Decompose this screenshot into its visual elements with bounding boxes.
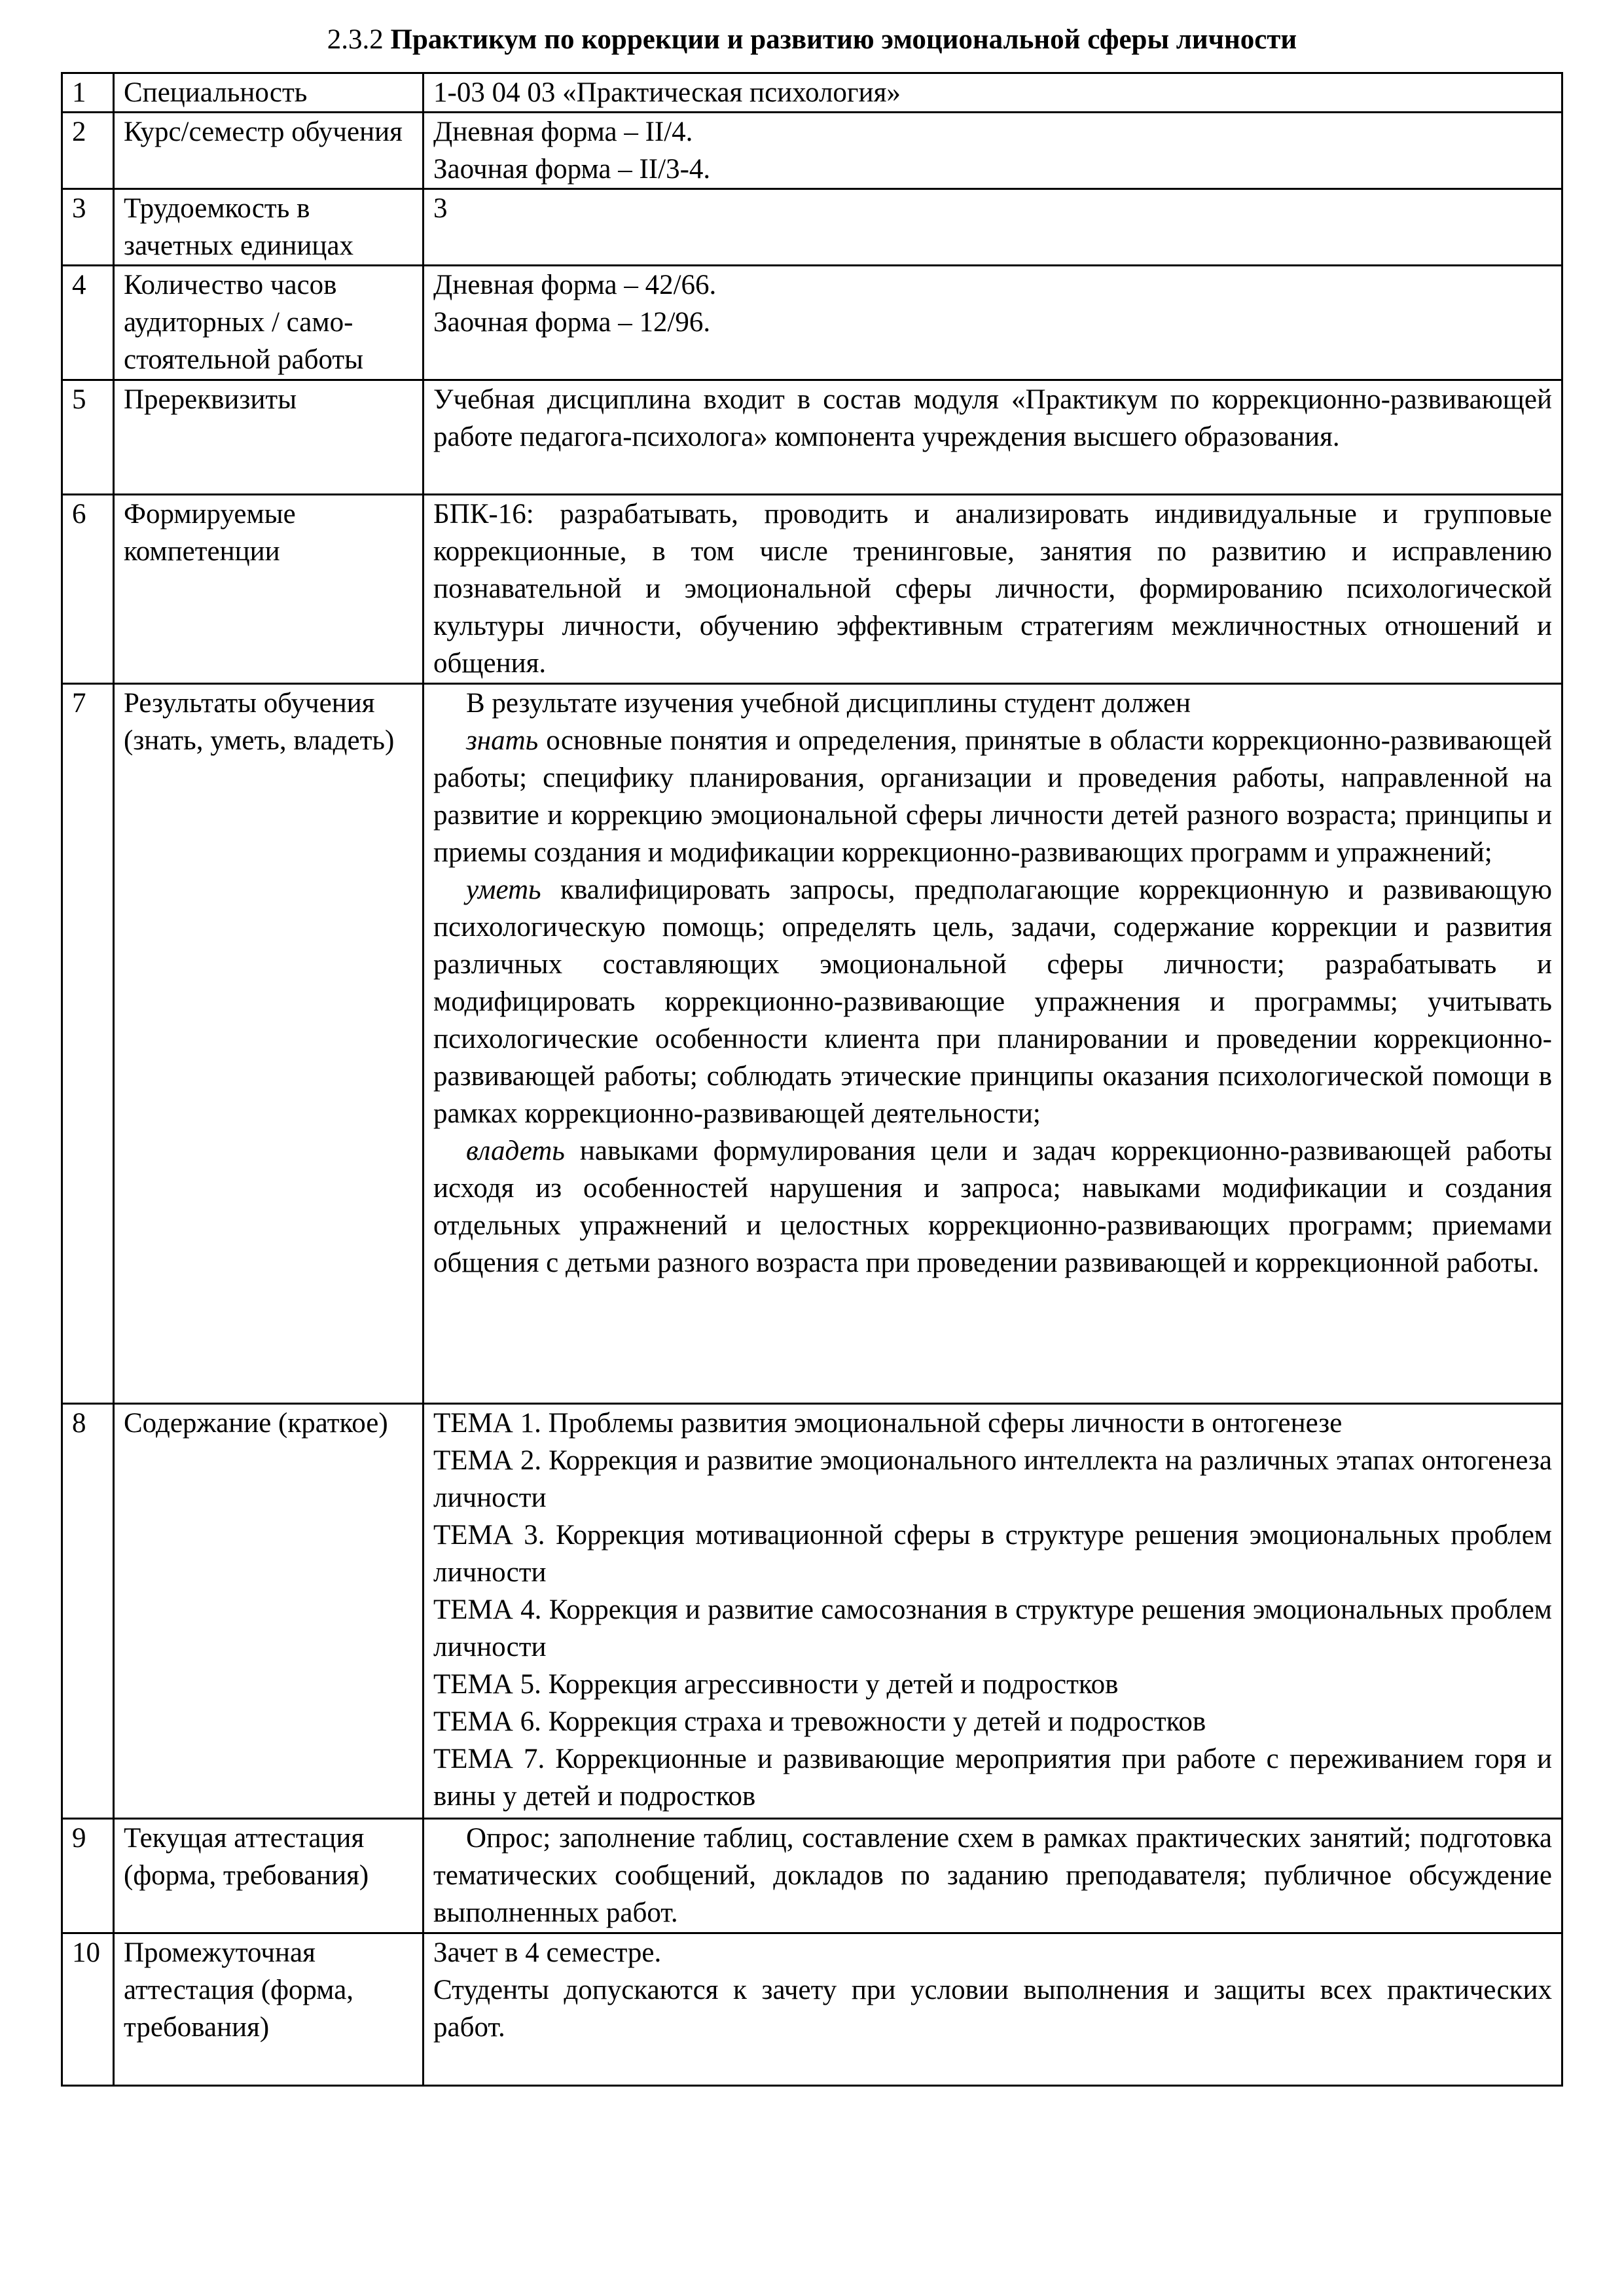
row-number: 6 [62, 495, 114, 684]
table-row [62, 1819, 1562, 1933]
row-value: БПК-16: разрабатывать, проводить и анализировать индивидуальные и групповые коррекционные, в том числе тренинговые, занятия по развитию и исправлению познавательной и эмоциональной сферы личности, формированию психологической культуры личности, обучению эффективным стратегиям межличностных отношений и общения. [424, 495, 1562, 684]
table-row [62, 113, 1562, 189]
row-label: Курс/семестр обучения [114, 113, 424, 189]
row-number: 1 [62, 73, 114, 113]
row-label: Текущая аттестация (форма, требования) [114, 1819, 424, 1933]
own-text: навыками формулирования цели и задач коррекционно-развивающей работы исходя из особенностей нарушения и запроса; навыками модификации и создания отдельных упражнений и целостных коррекционно-развивающих программ; приемами общения с детьми разного возраста при проведении развивающей и коррекционной работы. [433, 1136, 1552, 1278]
row-number: 4 [62, 266, 114, 380]
topic-item: ТЕМА 1. Проблемы развития эмоциональной сферы личности в онтогенезе [433, 1408, 1343, 1439]
results-can [433, 871, 1552, 1132]
value-text: Опрос; заполнение таблиц, составление схем в рамках практических занятий; подготовка тематических сообщений, докладов по заданию преподавателя; публичное обсуждение выполненных работ. [433, 1823, 1552, 1928]
value-line: Зачет в 4 семестре. [433, 1937, 662, 1968]
row-number: 10 [62, 1933, 114, 2086]
results-intro: В результате изучения учебной дисциплины студент должен [466, 688, 1191, 719]
topic-item: ТЕМА 4. Коррекция и развитие самосознания в структуре решения эмоциональных проблем личности [433, 1594, 1552, 1662]
row-number: 3 [62, 189, 114, 266]
row-value: Учебная дисциплина входит в состав модуля «Практикум по коррекционно-развивающей работе педагога-психолога» компонента учреждения высшего образования. [424, 380, 1562, 495]
row-label: Формируемые компетенции [114, 495, 424, 684]
topic-item: ТЕМА 7. Коррекционные и развивающие мероприятия при работе с переживанием горя и вины у детей и подростков [433, 1744, 1552, 1812]
row-label: Содержание (краткое) [114, 1404, 424, 1819]
value-line: Заочная форма – II/3-4. [433, 154, 711, 185]
can-text: квалифицировать запросы, предполагающие коррекционную и развивающую психологическую помощь; определять цель, задачи, содержание коррекции и развития различных составляющих эмоциональной сферы личности; разрабатывать и модифицировать коррекционно-развивающие упражнения и программы; учитывать психологические особенности клиента при планировании и проведении коррекционно-развивающей работы; соблюдать этические принципы оказания психологической помощи в рамках коррекционно-развивающей деятельности; [433, 874, 1553, 1129]
row-value [424, 1933, 1562, 2086]
row-number: 8 [62, 1404, 114, 1819]
row-value [424, 684, 1562, 1404]
title-number: 2.3.2 [327, 24, 384, 55]
topic-item: ТЕМА 3. Коррекция мотивационной сферы в структуре решения эмоциональных проблем личности [433, 1520, 1552, 1588]
results-know [433, 722, 1552, 871]
topic-item: ТЕМА 2. Коррекция и развитие эмоционального интеллекта на различных этапах онтогенеза личности [433, 1445, 1552, 1513]
table-row [62, 380, 1562, 495]
row-value [424, 1404, 1562, 1819]
value-line: Дневная форма – II/4. [433, 117, 693, 147]
can-keyword: уметь [466, 874, 541, 905]
value-line: 1-03 04 03 «Практическая психология» [433, 77, 901, 108]
row-label: Пререквизиты [114, 380, 424, 495]
row-label: Результаты обучения (знать, уметь, владеть) [114, 684, 424, 1404]
results-own [433, 1132, 1552, 1282]
row-value [424, 1819, 1562, 1933]
document-title [0, 18, 1624, 62]
row-label: Количество часов аудиторных / само-стоятельной работы [114, 266, 424, 380]
row-label: Трудоемкость в зачетных единицах [114, 189, 424, 266]
table-row [62, 495, 1562, 684]
row-number: 2 [62, 113, 114, 189]
row-value [424, 189, 1562, 266]
row-number: 5 [62, 380, 114, 495]
value-line: 3 [433, 193, 448, 224]
row-number: 7 [62, 684, 114, 1404]
row-number: 9 [62, 1819, 114, 1933]
table-row [62, 1404, 1562, 1819]
table-row [62, 684, 1562, 1404]
know-text: основные понятия и определения, принятые в области коррекционно-развивающей работы; специфику планирования, организации и проведения работы, направленной на развитие и коррекцию эмоциональной сферы личности детей разного возраста; принципы и приемы создания и модификации коррекционно-развивающих программ и упражнений; [433, 725, 1552, 868]
value-line: Дневная форма – 42/66. [433, 270, 717, 300]
topic-item: ТЕМА 5. Коррекция агрессивности у детей и подростков [433, 1669, 1119, 1700]
row-label: Специальность [114, 73, 424, 113]
row-value [424, 266, 1562, 380]
table-row [62, 73, 1562, 113]
value-line: Заочная форма – 12/96. [433, 307, 711, 338]
table-row [62, 189, 1562, 266]
table-row [62, 1933, 1562, 2086]
row-label: Промежуточная аттестация (форма, требования) [114, 1933, 424, 2086]
table-row [62, 266, 1562, 380]
discipline-table [61, 72, 1563, 2087]
know-keyword: знать [466, 725, 539, 756]
value-line: Студенты допускаются к зачету при условии выполнения и защиты всех практических работ. [433, 1975, 1552, 2043]
row-value [424, 73, 1562, 113]
title-text: Практикум по коррекции и развитию эмоциональной сферы личности [390, 24, 1297, 55]
row-value [424, 113, 1562, 189]
own-keyword: владеть [466, 1136, 565, 1166]
topic-item: ТЕМА 6. Коррекция страха и тревожности у детей и подростков [433, 1706, 1206, 1737]
